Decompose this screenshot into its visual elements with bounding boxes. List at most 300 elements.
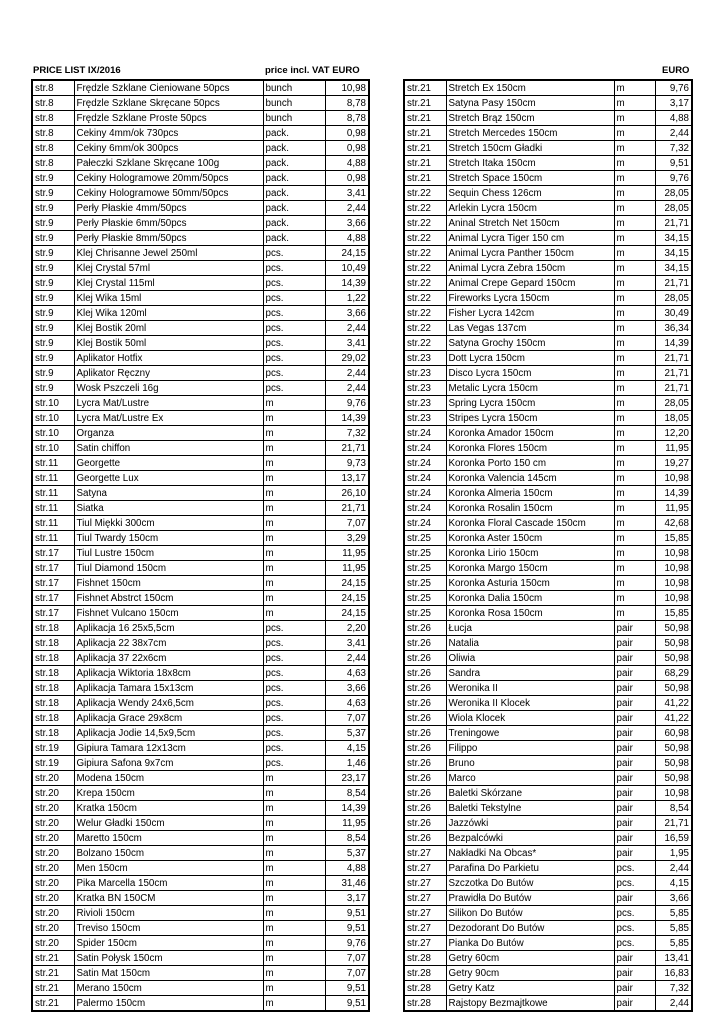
table-row: [32, 561, 369, 576]
product-name-cell: Fishnet 150cm: [74, 576, 263, 591]
product-name-cell: Palermo 150cm: [74, 996, 263, 1012]
price-cell: 14,39: [655, 336, 692, 351]
unit-cell: m: [263, 891, 325, 906]
price-cell: 9,76: [655, 80, 692, 96]
price-cell: 60,98: [655, 726, 692, 741]
unit-cell: bunch: [263, 80, 325, 96]
unit-cell: m: [263, 966, 325, 981]
unit-cell: pack.: [263, 201, 325, 216]
product-name-cell: Koronka Porto 150 cm: [446, 456, 614, 471]
price-cell: 28,05: [655, 291, 692, 306]
table-row: [404, 876, 692, 891]
page-ref-cell: str.27: [404, 861, 446, 876]
product-name-cell: Aplikacja Wiktoria 18x8cm: [74, 666, 263, 681]
price-cell: 9,73: [325, 456, 369, 471]
table-row: [404, 786, 692, 801]
unit-cell: m: [614, 486, 655, 501]
page-ref-cell: str.11: [32, 531, 74, 546]
unit-cell: pcs.: [263, 741, 325, 756]
product-name-cell: Koronka Lirio 150cm: [446, 546, 614, 561]
page-ref-cell: str.8: [32, 80, 74, 96]
price-cell: 21,71: [655, 216, 692, 231]
price-cell: 7,07: [325, 951, 369, 966]
price-cell: 5,37: [325, 846, 369, 861]
product-name-cell: Lycra Mat/Lustre Ex: [74, 411, 263, 426]
price-cell: 7,32: [655, 141, 692, 156]
page-ref-cell: str.9: [32, 291, 74, 306]
page-ref-cell: str.20: [32, 876, 74, 891]
unit-cell: m: [614, 516, 655, 531]
unit-cell: m: [614, 111, 655, 126]
unit-cell: m: [614, 246, 655, 261]
table-row: [32, 171, 369, 186]
page-ref-cell: str.20: [32, 846, 74, 861]
product-name-cell: Klej Chrisanne Jewel 250ml: [74, 246, 263, 261]
product-name-cell: Perły Płaskie 6mm/50pcs: [74, 216, 263, 231]
unit-cell: pair: [614, 996, 655, 1012]
price-cell: 8,54: [325, 831, 369, 846]
table-row: [32, 951, 369, 966]
product-name-cell: Jazzówki: [446, 816, 614, 831]
product-name-cell: Aplikacja 16 25x5,5cm: [74, 621, 263, 636]
unit-cell: m: [263, 591, 325, 606]
price-cell: 50,98: [655, 621, 692, 636]
table-row: [404, 231, 692, 246]
unit-cell: pcs.: [614, 906, 655, 921]
product-name-cell: Szczotka Do Butów: [446, 876, 614, 891]
table-row: [32, 291, 369, 306]
product-name-cell: Baletki Tekstylne: [446, 801, 614, 816]
unit-cell: m: [614, 351, 655, 366]
unit-cell: m: [263, 816, 325, 831]
page-ref-cell: str.11: [32, 501, 74, 516]
product-name-cell: Klej Bostik 20ml: [74, 321, 263, 336]
page-ref-cell: str.8: [32, 96, 74, 111]
unit-cell: m: [263, 981, 325, 996]
unit-cell: pcs.: [614, 861, 655, 876]
unit-cell: m: [263, 516, 325, 531]
page-ref-cell: str.17: [32, 606, 74, 621]
price-cell: 16,59: [655, 831, 692, 846]
unit-cell: pcs.: [614, 936, 655, 951]
table-row: [32, 711, 369, 726]
table-row: [404, 426, 692, 441]
price-cell: 9,51: [325, 996, 369, 1012]
table-row: [404, 216, 692, 231]
table-row: [404, 111, 692, 126]
table-row: [32, 516, 369, 531]
product-name-cell: Getry 90cm: [446, 966, 614, 981]
table-row: [32, 80, 369, 96]
product-name-cell: Satyna Grochy 150cm: [446, 336, 614, 351]
table-row: [32, 231, 369, 246]
product-name-cell: Tiul Diamond 150cm: [74, 561, 263, 576]
unit-cell: bunch: [263, 96, 325, 111]
product-name-cell: Cekiny Hologramowe 20mm/50pcs: [74, 171, 263, 186]
price-cell: 41,22: [655, 696, 692, 711]
page-ref-cell: str.18: [32, 666, 74, 681]
page-ref-cell: str.20: [32, 801, 74, 816]
product-name-cell: Aplikacja Tamara 15x13cm: [74, 681, 263, 696]
price-cell: 31,46: [325, 876, 369, 891]
unit-cell: pair: [614, 666, 655, 681]
price-cell: 10,98: [655, 591, 692, 606]
table-row: [32, 261, 369, 276]
page-ref-cell: str.21: [404, 156, 446, 171]
unit-cell: m: [614, 381, 655, 396]
product-name-cell: Frędzle Szklane Cieniowane 50pcs: [74, 80, 263, 96]
product-name-cell: Metalic Lycra 150cm: [446, 381, 614, 396]
unit-cell: m: [614, 591, 655, 606]
page-ref-cell: str.19: [32, 756, 74, 771]
page-ref-cell: str.21: [404, 141, 446, 156]
product-name-cell: Dezodorant Do Butów: [446, 921, 614, 936]
product-name-cell: Getry 60cm: [446, 951, 614, 966]
unit-cell: pcs.: [263, 336, 325, 351]
price-cell: 4,63: [325, 666, 369, 681]
table-row: [404, 891, 692, 906]
product-name-cell: Dott Lycra 150cm: [446, 351, 614, 366]
table-row: [32, 576, 369, 591]
table-row: [32, 126, 369, 141]
table-row: [32, 141, 369, 156]
unit-cell: m: [614, 126, 655, 141]
price-cell: 8,78: [325, 96, 369, 111]
price-cell: 2,44: [325, 651, 369, 666]
page-ref-cell: str.20: [32, 906, 74, 921]
page-ref-cell: str.18: [32, 621, 74, 636]
unit-cell: pair: [614, 951, 655, 966]
table-row: [404, 456, 692, 471]
price-cell: 15,85: [655, 606, 692, 621]
product-name-cell: Krepa 150cm: [74, 786, 263, 801]
page-ref-cell: str.11: [32, 486, 74, 501]
page-ref-cell: str.23: [404, 366, 446, 381]
page-ref-cell: str.24: [404, 486, 446, 501]
price-cell: 3,41: [325, 186, 369, 201]
product-name-cell: Men 150cm: [74, 861, 263, 876]
price-cell: 0,98: [325, 126, 369, 141]
table-row: [32, 741, 369, 756]
product-name-cell: Koronka Flores 150cm: [446, 441, 614, 456]
price-cell: 21,71: [655, 816, 692, 831]
unit-cell: pcs.: [263, 696, 325, 711]
unit-cell: m: [263, 561, 325, 576]
unit-cell: m: [263, 831, 325, 846]
table-row: [404, 246, 692, 261]
page-ref-cell: str.9: [32, 306, 74, 321]
price-cell: 2,44: [655, 126, 692, 141]
page-ref-cell: str.18: [32, 681, 74, 696]
table-row: [404, 561, 692, 576]
price-cell: 30,49: [655, 306, 692, 321]
product-name-cell: Bolzano 150cm: [74, 846, 263, 861]
unit-cell: m: [614, 606, 655, 621]
page-ref-cell: str.9: [32, 201, 74, 216]
price-cell: 0,98: [325, 171, 369, 186]
page-ref-cell: str.22: [404, 321, 446, 336]
price-cell: 4,15: [325, 741, 369, 756]
page-ref-cell: str.27: [404, 906, 446, 921]
product-name-cell: Stretch Itaka 150cm: [446, 156, 614, 171]
table-row: [32, 246, 369, 261]
unit-cell: pack.: [263, 126, 325, 141]
unit-cell: pcs.: [263, 711, 325, 726]
price-cell: 2,44: [325, 201, 369, 216]
product-name-cell: Koronka Valencia 145cm: [446, 471, 614, 486]
table-row: [404, 336, 692, 351]
product-name-cell: Koronka Aster 150cm: [446, 531, 614, 546]
price-cell: 14,39: [655, 486, 692, 501]
page-ref-cell: str.24: [404, 471, 446, 486]
price-cell: 15,85: [655, 531, 692, 546]
price-cell: 10,98: [655, 546, 692, 561]
price-cell: 10,98: [655, 786, 692, 801]
table-row: [404, 981, 692, 996]
product-name-cell: Oliwia: [446, 651, 614, 666]
product-name-cell: Perły Płaskie 4mm/50pcs: [74, 201, 263, 216]
table-row: [404, 156, 692, 171]
unit-cell: m: [614, 156, 655, 171]
unit-cell: pair: [614, 741, 655, 756]
price-cell: 10,98: [655, 471, 692, 486]
page-ref-cell: str.23: [404, 351, 446, 366]
product-name-cell: Animal Lycra Zebra 150cm: [446, 261, 614, 276]
price-cell: 1,46: [325, 756, 369, 771]
unit-cell: m: [614, 321, 655, 336]
table-row: [32, 486, 369, 501]
price-cell: 3,41: [325, 336, 369, 351]
page-ref-cell: str.24: [404, 426, 446, 441]
price-cell: 68,29: [655, 666, 692, 681]
unit-cell: pcs.: [263, 261, 325, 276]
table-row: [32, 696, 369, 711]
page-ref-cell: str.21: [404, 126, 446, 141]
price-cell: 5,37: [325, 726, 369, 741]
page-ref-cell: str.18: [32, 726, 74, 741]
unit-cell: m: [614, 531, 655, 546]
page-ref-cell: str.26: [404, 816, 446, 831]
price-cell: 24,15: [325, 591, 369, 606]
price-cell: 9,51: [655, 156, 692, 171]
page-ref-cell: str.10: [32, 396, 74, 411]
unit-cell: pack.: [263, 171, 325, 186]
product-name-cell: Perły Płaskie 8mm/50pcs: [74, 231, 263, 246]
price-cell: 7,07: [325, 711, 369, 726]
table-row: [404, 951, 692, 966]
product-name-cell: Kratka BN 150CM: [74, 891, 263, 906]
page-ref-cell: str.21: [32, 951, 74, 966]
table-row: [404, 411, 692, 426]
page-ref-cell: str.9: [32, 171, 74, 186]
product-name-cell: Aplikacja 22 38x7cm: [74, 636, 263, 651]
product-name-cell: Fishnet Abstrct 150cm: [74, 591, 263, 606]
table-row: [404, 261, 692, 276]
unit-cell: m: [614, 411, 655, 426]
page-ref-cell: str.20: [32, 936, 74, 951]
price-cell: 16,83: [655, 966, 692, 981]
table-row: [404, 531, 692, 546]
product-name-cell: Koronka Dalia 150cm: [446, 591, 614, 606]
page-ref-cell: str.17: [32, 591, 74, 606]
unit-cell: pair: [614, 846, 655, 861]
page-ref-cell: str.26: [404, 666, 446, 681]
product-name-cell: Stripes Lycra 150cm: [446, 411, 614, 426]
vat-note: price incl. VAT EURO: [265, 65, 360, 76]
page-ref-cell: str.24: [404, 456, 446, 471]
price-cell: 2,44: [655, 996, 692, 1012]
unit-cell: pcs.: [263, 351, 325, 366]
product-name-cell: Cekiny 6mm/ok 300pcs: [74, 141, 263, 156]
unit-cell: m: [614, 276, 655, 291]
page-ref-cell: str.18: [32, 711, 74, 726]
table-row: [32, 426, 369, 441]
product-name-cell: Organza: [74, 426, 263, 441]
page-ref-cell: str.27: [404, 921, 446, 936]
page-ref-cell: str.26: [404, 741, 446, 756]
table-row: [404, 831, 692, 846]
product-name-cell: Lycra Mat/Lustre: [74, 396, 263, 411]
price-cell: 21,71: [325, 441, 369, 456]
product-name-cell: Aplikacja 37 22x6cm: [74, 651, 263, 666]
product-name-cell: Wosk Pszczeli 16g: [74, 381, 263, 396]
product-name-cell: Fisher Lycra 142cm: [446, 306, 614, 321]
page-ref-cell: str.18: [32, 651, 74, 666]
table-row: [404, 96, 692, 111]
product-name-cell: Modena 150cm: [74, 771, 263, 786]
unit-cell: pair: [614, 786, 655, 801]
price-cell: 3,17: [325, 891, 369, 906]
page-ref-cell: str.20: [32, 921, 74, 936]
price-cell: 4,88: [325, 231, 369, 246]
page-ref-cell: str.26: [404, 636, 446, 651]
unit-cell: bunch: [263, 111, 325, 126]
unit-cell: pack.: [263, 216, 325, 231]
unit-cell: m: [614, 456, 655, 471]
page-ref-cell: str.27: [404, 891, 446, 906]
price-cell: 11,95: [325, 561, 369, 576]
price-cell: 14,39: [325, 276, 369, 291]
unit-cell: m: [263, 771, 325, 786]
unit-cell: m: [614, 546, 655, 561]
unit-cell: m: [614, 291, 655, 306]
price-cell: 5,85: [655, 936, 692, 951]
table-row: [404, 816, 692, 831]
table-row: [32, 651, 369, 666]
unit-cell: m: [614, 501, 655, 516]
page-ref-cell: str.21: [404, 96, 446, 111]
page-ref-cell: str.9: [32, 246, 74, 261]
unit-cell: m: [614, 441, 655, 456]
table-row: [404, 186, 692, 201]
page-ref-cell: str.26: [404, 756, 446, 771]
unit-cell: m: [263, 471, 325, 486]
product-name-cell: Disco Lycra 150cm: [446, 366, 614, 381]
page-ref-cell: str.21: [32, 966, 74, 981]
price-cell: 7,07: [325, 966, 369, 981]
price-cell: 11,95: [325, 546, 369, 561]
page-ref-cell: str.22: [404, 186, 446, 201]
unit-cell: pcs.: [263, 276, 325, 291]
page-ref-cell: str.22: [404, 216, 446, 231]
price-cell: 4,63: [325, 696, 369, 711]
page-ref-cell: str.25: [404, 576, 446, 591]
unit-cell: m: [263, 846, 325, 861]
table-row: [32, 816, 369, 831]
page-ref-cell: str.24: [404, 441, 446, 456]
price-cell: 7,32: [325, 426, 369, 441]
product-name-cell: Klej Wika 120ml: [74, 306, 263, 321]
page-ref-cell: str.20: [32, 786, 74, 801]
price-cell: 0,98: [325, 141, 369, 156]
product-name-cell: Arlekin Lycra 150cm: [446, 201, 614, 216]
table-row: [404, 516, 692, 531]
price-cell: 18,05: [655, 411, 692, 426]
page-ref-cell: str.9: [32, 336, 74, 351]
unit-cell: m: [614, 231, 655, 246]
price-cell: 50,98: [655, 771, 692, 786]
unit-cell: pair: [614, 696, 655, 711]
table-row: [404, 606, 692, 621]
page-ref-cell: str.22: [404, 306, 446, 321]
price-cell: 50,98: [655, 741, 692, 756]
page-ref-cell: str.22: [404, 261, 446, 276]
page-ref-cell: str.9: [32, 381, 74, 396]
price-cell: 14,39: [325, 411, 369, 426]
product-name-cell: Marco: [446, 771, 614, 786]
unit-cell: m: [614, 576, 655, 591]
product-name-cell: Animal Crepe Gepard 150cm: [446, 276, 614, 291]
table-row: [32, 336, 369, 351]
product-name-cell: Aninal Stretch Net 150cm: [446, 216, 614, 231]
price-cell: 50,98: [655, 681, 692, 696]
page-ref-cell: str.26: [404, 786, 446, 801]
product-name-cell: Rivioli 150cm: [74, 906, 263, 921]
table-row: [404, 621, 692, 636]
price-cell: 41,22: [655, 711, 692, 726]
page-ref-cell: str.21: [404, 171, 446, 186]
table-row: [32, 966, 369, 981]
price-cell: 2,44: [325, 381, 369, 396]
table-row: [404, 171, 692, 186]
table-row: [404, 771, 692, 786]
table-row: [404, 381, 692, 396]
price-cell: 2,44: [655, 861, 692, 876]
table-row: [32, 456, 369, 471]
product-name-cell: Animal Lycra Tiger 150 cm: [446, 231, 614, 246]
table-row: [404, 936, 692, 951]
price-cell: 50,98: [655, 636, 692, 651]
page-ref-cell: str.28: [404, 981, 446, 996]
product-name-cell: Koronka Rosa 150cm: [446, 606, 614, 621]
product-name-cell: Prawidła Do Butów: [446, 891, 614, 906]
table-row: [404, 576, 692, 591]
product-name-cell: Koronka Floral Cascade 150cm: [446, 516, 614, 531]
price-cell: 4,15: [655, 876, 692, 891]
table-row: [32, 96, 369, 111]
price-cell: 4,88: [655, 111, 692, 126]
page-ref-cell: str.9: [32, 261, 74, 276]
product-name-cell: Aplikacja Grace 29x8cm: [74, 711, 263, 726]
page-ref-cell: str.22: [404, 246, 446, 261]
page-ref-cell: str.21: [404, 80, 446, 96]
unit-cell: pcs.: [263, 621, 325, 636]
price-cell: 1,22: [325, 291, 369, 306]
product-name-cell: Treningowe: [446, 726, 614, 741]
page-ref-cell: str.28: [404, 951, 446, 966]
price-cell: 9,51: [325, 906, 369, 921]
unit-cell: pair: [614, 981, 655, 996]
